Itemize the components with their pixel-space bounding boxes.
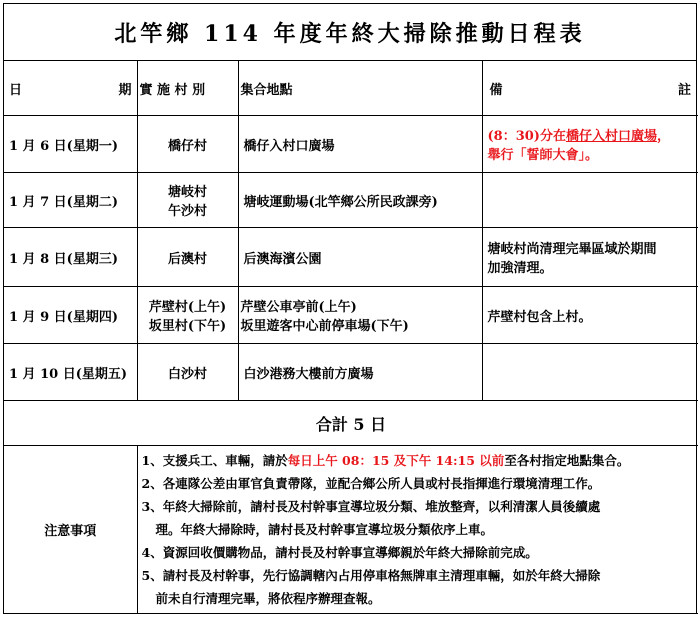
village-line-1: 芹壁村(上午) bbox=[148, 300, 227, 315]
note-text: 1、支援兵工、車輛，請於 bbox=[141, 453, 288, 468]
table-row bbox=[4, 228, 698, 287]
total-row bbox=[4, 401, 698, 446]
header-date bbox=[4, 61, 137, 116]
note-item-5: 5、請村長及村幹事，先行協調轄內占用停車格無牌車主清理車輛，如於年終大掃除 bbox=[141, 568, 601, 583]
page-title: 北竿鄉 114 年度年終大掃除推動日程表 bbox=[4, 4, 696, 61]
note-text: 至各村指定地點集合。 bbox=[504, 453, 630, 468]
table-row bbox=[4, 173, 698, 228]
note-item-3: 3、年終大掃除前，請村長及村幹事宣導垃圾分類、堆放整齊，以利清潔人員後續處 bbox=[141, 499, 601, 514]
note-underlined-location: 橋仔入村口廣場 bbox=[565, 129, 657, 144]
note-item-5-cont: 前未自行清理完畢，將依程序辦理查報。 bbox=[155, 591, 381, 606]
village-cell: 橋仔村 bbox=[137, 116, 238, 173]
table-row bbox=[4, 344, 698, 401]
village-cell: 白沙村 bbox=[137, 344, 238, 401]
location-cell: 塘岐運動場(北竿鄉公所民政課旁) bbox=[238, 173, 482, 228]
note-line-1 bbox=[488, 125, 694, 144]
village-cell bbox=[137, 287, 238, 344]
notes-row bbox=[4, 446, 698, 614]
note-line-2: 舉行「誓師大會」。 bbox=[487, 148, 599, 163]
village-line-2: 坂里村(下午) bbox=[148, 319, 227, 334]
header-note-right: 註 bbox=[677, 82, 691, 98]
note-cell: 芹壁村包含上村。 bbox=[482, 287, 698, 344]
notes-list bbox=[137, 446, 698, 614]
village-line-1: 塘岐村 bbox=[167, 185, 207, 200]
schedule-table bbox=[4, 61, 698, 614]
table-row bbox=[4, 116, 698, 173]
note-cell bbox=[482, 344, 698, 401]
village-cell: 后澳村 bbox=[137, 228, 238, 287]
header-date-left: 日 bbox=[9, 82, 23, 98]
location-line-2: 坂里遊客中心前停車場(下午) bbox=[240, 319, 409, 334]
location-cell: 白沙港務大樓前方廣場 bbox=[238, 344, 482, 401]
header-date-right: 期 bbox=[118, 82, 132, 98]
note-text: ， bbox=[656, 129, 670, 144]
note-line-1: 塘岐村尚清理完畢區域於期間 bbox=[487, 242, 657, 257]
header-note-left: 備 bbox=[489, 82, 503, 98]
note-highlight-time: 每日上午 08：15 及下午 14:15 以前 bbox=[287, 453, 505, 468]
header-location: 集合地點 bbox=[238, 61, 482, 116]
note-item-2: 2、各連隊公差由軍官負責帶隊，並配合鄉公所人員或村長指揮進行環境清理工作。 bbox=[141, 476, 601, 491]
table-header-row bbox=[4, 61, 698, 116]
note-item-4: 4、資源回收價購物品，請村長及村幹事宣導鄉親於年終大掃除前完成。 bbox=[141, 545, 538, 560]
note-line-2: 加強清理。 bbox=[487, 261, 553, 276]
location-line-1: 芹壁公車亭前(上午) bbox=[240, 300, 357, 315]
notes-label: 注意事項 bbox=[4, 446, 137, 614]
note-cell bbox=[482, 228, 698, 287]
note-cell bbox=[482, 116, 698, 173]
location-cell bbox=[238, 287, 482, 344]
table-row bbox=[4, 287, 698, 344]
location-cell: 橋仔入村口廣場 bbox=[238, 116, 482, 173]
header-village: 實 施 村 別 bbox=[137, 61, 238, 116]
location-cell: 后澳海濱公園 bbox=[238, 228, 482, 287]
date-cell: 1 月 10 日(星期五) bbox=[4, 344, 137, 401]
note-item-1 bbox=[142, 449, 695, 472]
village-line-2: 午沙村 bbox=[167, 204, 207, 219]
date-cell: 1 月 7 日(星期二) bbox=[4, 173, 137, 228]
village-cell bbox=[137, 173, 238, 228]
note-item-3-cont: 理。年終大掃除時，請村長及村幹事宣導垃圾分類依序上車。 bbox=[155, 522, 494, 537]
schedule-sheet bbox=[3, 3, 697, 614]
date-cell: 1 月 6 日(星期一) bbox=[4, 116, 137, 173]
note-cell bbox=[482, 173, 698, 228]
date-cell: 1 月 9 日(星期四) bbox=[4, 287, 137, 344]
note-text: (8：30)分在 bbox=[487, 129, 566, 144]
total-days: 合計 5 日 bbox=[4, 401, 698, 446]
header-note bbox=[482, 61, 698, 116]
date-cell: 1 月 8 日(星期三) bbox=[4, 228, 137, 287]
